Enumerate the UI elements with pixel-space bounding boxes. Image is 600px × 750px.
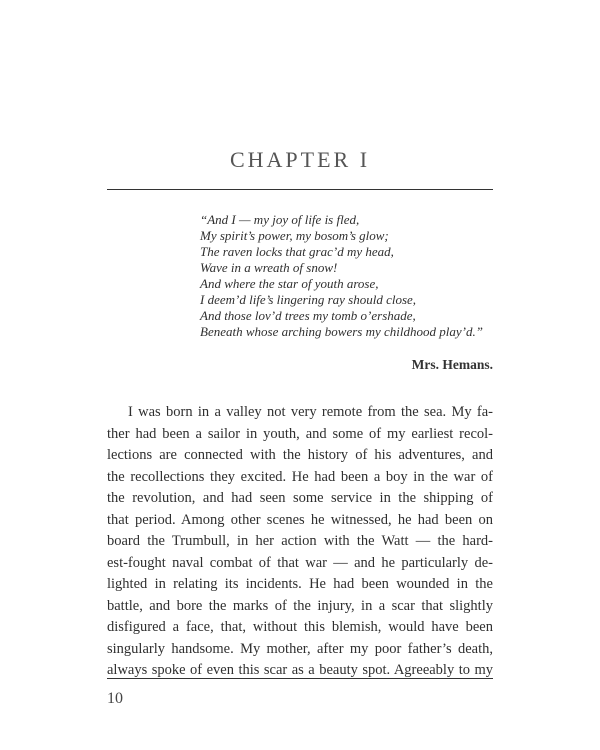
body-line: the revolution, and had seen some service in the shipping of xyxy=(107,490,493,506)
epigraph-line: “And I — my joy of life is fled, xyxy=(200,212,360,227)
bottom-rule xyxy=(107,678,493,679)
body-line: disfigured a face, that, without this blemish, would have been xyxy=(107,619,493,635)
epigraph-line: My spirit’s power, my bosom’s glow; xyxy=(200,228,389,243)
epigraph-attribution: Mrs. Hemans. xyxy=(411,357,493,372)
body-line: est-fought naval combat of that war — and he particularly de- xyxy=(107,554,493,571)
body-line: lighted in relating its incidents. He had been wounded in the xyxy=(107,576,493,592)
body-line: lections are connected with the history of his adventures, and xyxy=(107,447,493,463)
body-line: ther had been a sailor in youth, and some of my earliest recol- xyxy=(107,425,493,442)
top-rule xyxy=(107,189,493,190)
epigraph-line: The raven locks that grac’d my head, xyxy=(200,244,394,259)
body-line: battle, and bore the marks of the injury, in a scar that slightly xyxy=(107,597,493,614)
body-line: singularly handsome. My mother, after my poor father’s death, xyxy=(107,640,493,657)
body-line: that period. Among other scenes he witnessed, he had been on xyxy=(107,511,493,528)
epigraph-line: Wave in a wreath of snow! xyxy=(200,260,338,275)
body-line: board the Trumbull, in her action with the Watt — the hard- xyxy=(107,533,493,549)
epigraph-line: And where the star of youth arose, xyxy=(200,276,379,291)
chapter-title: CHAPTER I xyxy=(229,147,371,172)
epigraph-line: I deem’d life’s lingering ray should close, xyxy=(200,292,417,307)
epigraph-line: And those lov’d trees my tomb o’ershade, xyxy=(200,308,416,323)
body-line: always spoke of even this scar as a beauty spot. Agreeably to my xyxy=(107,662,493,678)
epigraph xyxy=(200,212,500,340)
epigraph-line: Beneath whose arching bowers my childhood play’d.” xyxy=(200,324,483,339)
body-paragraph xyxy=(107,402,493,682)
body-line: I was born in a valley not very remote from the sea. My fa- xyxy=(128,404,493,420)
body-line: the recollections they excited. He had been a boy in the war of xyxy=(107,468,493,485)
page-number: 10 xyxy=(107,690,123,707)
